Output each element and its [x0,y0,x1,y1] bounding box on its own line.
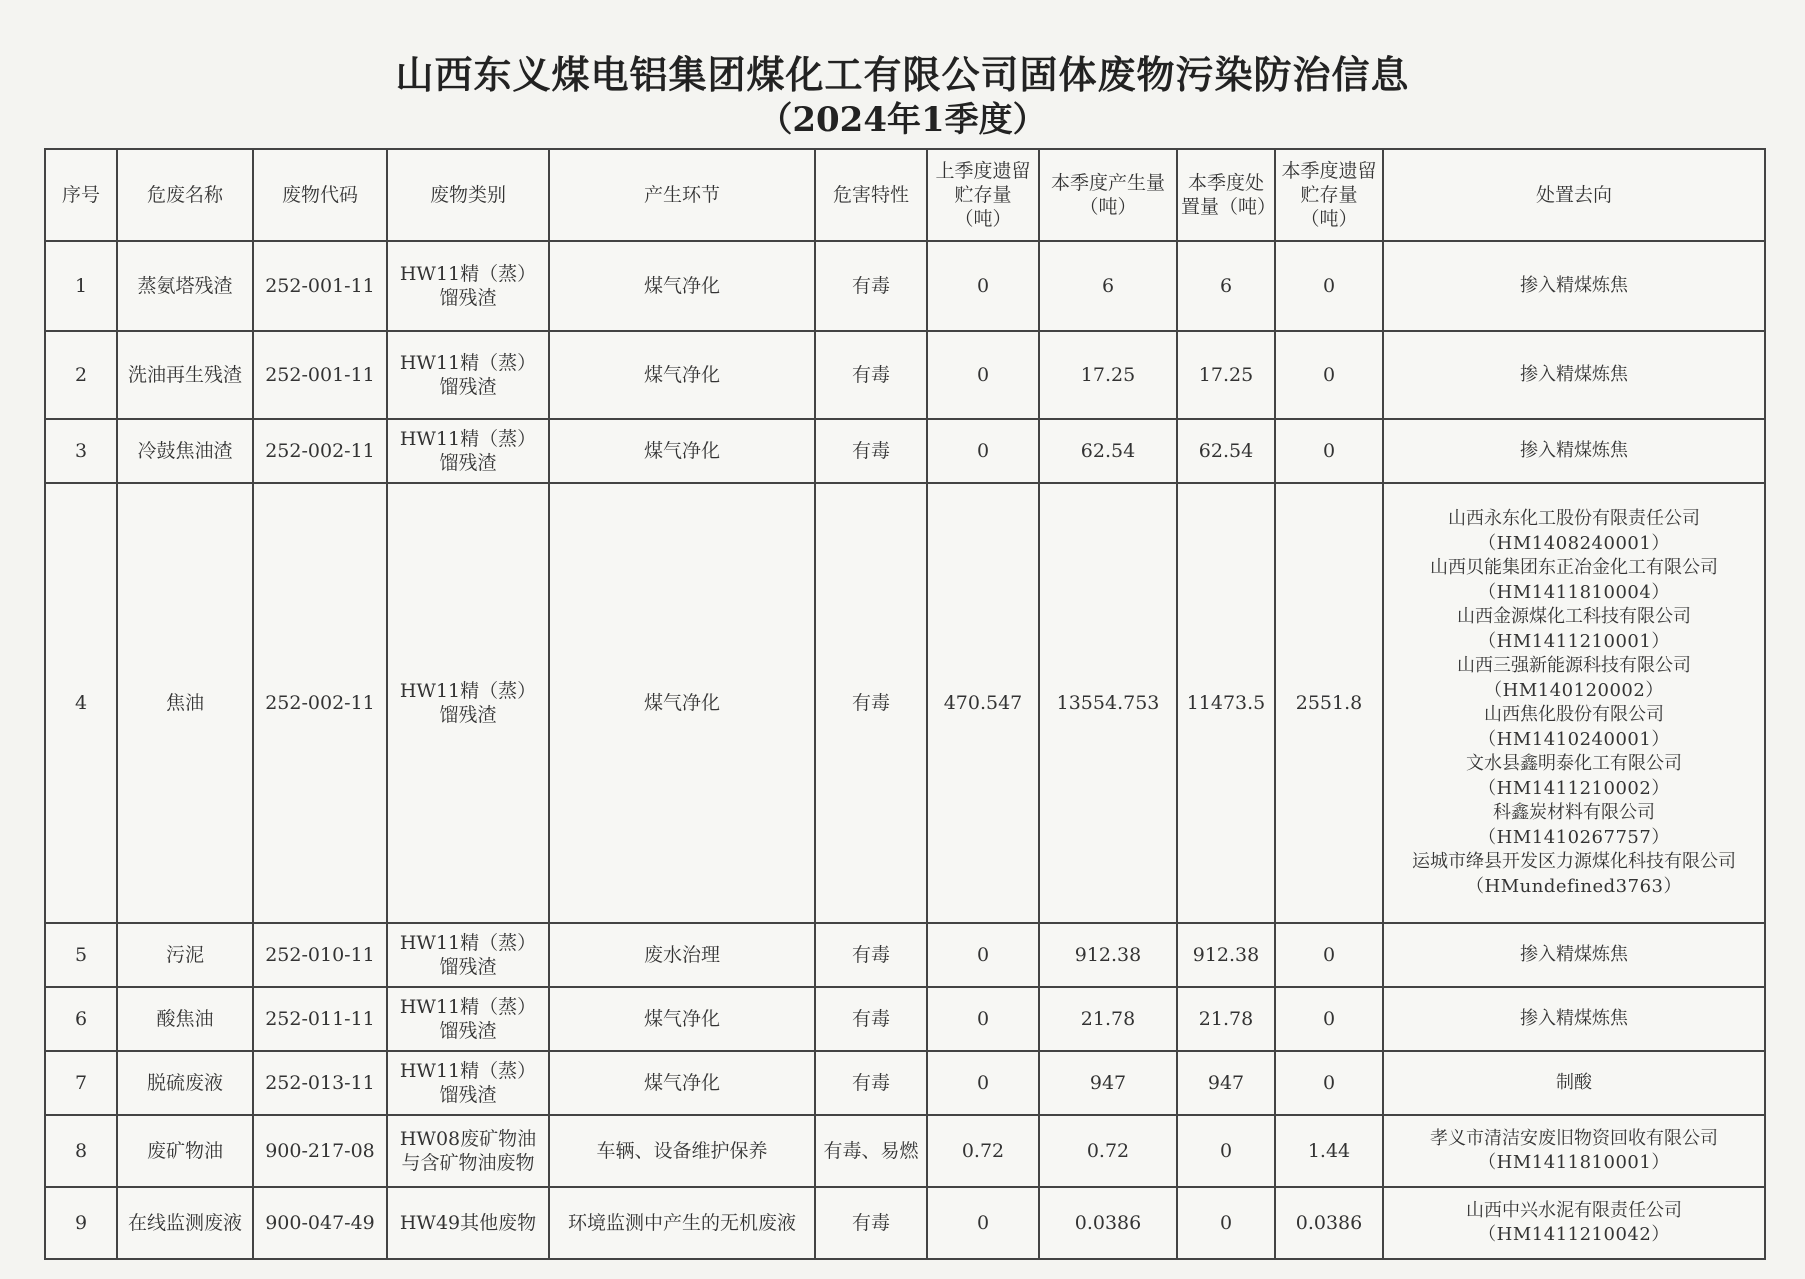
row-hazard: 有毒 [815,419,927,483]
row-category: HW11精（蒸）馏残渣 [387,923,549,987]
row-prev-storage: 470.547 [927,483,1039,923]
destination-line: 山西贝能集团东正冶金化工有限公司 [1430,557,1718,578]
row-category: HW11精（蒸）馏残渣 [387,419,549,483]
row-remaining: 0 [1275,923,1383,987]
destination-line: （HM1411810004） [1478,581,1670,603]
row-code: 900-047-49 [253,1187,387,1259]
destination-line: （HM1411810001） [1478,1152,1670,1173]
row-process: 废水治理 [549,923,815,987]
row-hazard: 有毒 [815,1051,927,1115]
destination-line: 运城市绛县开发区力源煤化科技有限公司 [1412,851,1736,872]
destination-line: （HM1410240001） [1478,728,1670,750]
row-category: HW11精（蒸）馏残渣 [387,1051,549,1115]
destination-line: （HM1411210002） [1478,777,1670,799]
row-disposed: 0 [1177,1187,1275,1259]
row-process: 煤气净化 [549,331,815,419]
row-name: 洗油再生残渣 [117,331,253,419]
row-disposed: 17.25 [1177,331,1275,419]
row-produced: 0.0386 [1039,1187,1177,1259]
destination-line: 文水县鑫明泰化工有限公司 [1466,753,1682,774]
row-name: 酸焦油 [117,987,253,1051]
destination-line: 山西中兴水泥有限责任公司 [1466,1199,1682,1221]
destination-line: 山西焦化股份有限公司 [1484,704,1664,725]
row-disposed: 21.78 [1177,987,1275,1051]
row-disposed: 947 [1177,1051,1275,1115]
row-prev-storage: 0.72 [927,1115,1039,1187]
row-remaining: 0 [1275,987,1383,1051]
row-category: HW11精（蒸）馏残渣 [387,241,549,331]
row-seq: 6 [45,987,117,1051]
row-code: 252-002-11 [253,483,387,923]
row-prev-storage: 0 [927,1051,1039,1115]
row-category: HW11精（蒸）馏残渣 [387,483,549,923]
row-destination [1383,923,1765,987]
header-prev-storage: 上季度遗留贮存量（吨） [927,149,1039,241]
row-prev-storage: 0 [927,331,1039,419]
row-category: HW08废矿物油与含矿物油废物 [387,1115,549,1187]
row-category: HW11精（蒸）馏残渣 [387,331,549,419]
row-seq: 2 [45,331,117,419]
row-name: 废矿物油 [117,1115,253,1187]
destination-line: 孝义市清洁安废旧物资回收有限公司 [1430,1127,1718,1149]
row-name: 在线监测废液 [117,1187,253,1259]
row-seq: 5 [45,923,117,987]
destination-line: 掺入精煤炼焦 [1520,943,1628,965]
row-code: 252-013-11 [253,1051,387,1115]
row-remaining: 0 [1275,241,1383,331]
row-category: HW49其他废物 [387,1187,549,1259]
header-process: 产生环节 [549,149,815,241]
row-name: 污泥 [117,923,253,987]
row-process: 煤气净化 [549,241,815,331]
row-name: 蒸氨塔残渣 [117,241,253,331]
row-destination [1383,1115,1765,1187]
header-row [45,149,1765,241]
row-category: HW11精（蒸）馏残渣 [387,987,549,1051]
table-row [45,923,1765,987]
row-destination [1383,1051,1765,1115]
row-disposed: 62.54 [1177,419,1275,483]
row-remaining: 1.44 [1275,1115,1383,1187]
table-row [45,241,1765,331]
header-name: 危废名称 [117,149,253,241]
table-row [45,483,1765,923]
header-destination: 处置去向 [1383,149,1765,241]
row-name: 焦油 [117,483,253,923]
destination-line: （HM140120002） [1484,679,1664,701]
destination-line: （HM1411210001） [1478,630,1670,652]
row-prev-storage: 0 [927,241,1039,331]
table-row [45,1187,1765,1259]
row-seq: 8 [45,1115,117,1187]
row-disposed: 11473.5 [1177,483,1275,923]
row-hazard: 有毒、易燃 [815,1115,927,1187]
destination-line: 掺入精煤炼焦 [1520,1007,1628,1029]
row-process: 煤气净化 [549,419,815,483]
row-produced: 0.72 [1039,1115,1177,1187]
row-prev-storage: 0 [927,1187,1039,1259]
row-disposed: 0 [1177,1115,1275,1187]
destination-line: 山西永东化工股份有限责任公司 [1448,508,1700,529]
row-prev-storage: 0 [927,419,1039,483]
row-remaining: 0 [1275,1051,1383,1115]
row-destination [1383,1187,1765,1259]
row-code: 252-001-11 [253,331,387,419]
destination-line: 山西金源煤化工科技有限公司 [1457,606,1691,627]
row-destination [1383,987,1765,1051]
row-hazard: 有毒 [815,1187,927,1259]
row-destination [1383,241,1765,331]
row-destination [1383,331,1765,419]
row-produced: 21.78 [1039,987,1177,1051]
header-hazard: 危害特性 [815,149,927,241]
row-code: 252-010-11 [253,923,387,987]
row-hazard: 有毒 [815,923,927,987]
row-destination [1383,419,1765,483]
destination-line: 掺入精煤炼焦 [1520,439,1628,461]
row-seq: 7 [45,1051,117,1115]
row-process: 煤气净化 [549,483,815,923]
row-process: 煤气净化 [549,1051,815,1115]
header-seq: 序号 [45,149,117,241]
row-seq: 1 [45,241,117,331]
destination-line: 科鑫炭材料有限公司 [1493,802,1655,823]
destination-line: 掺入精煤炼焦 [1520,274,1628,296]
row-hazard: 有毒 [815,483,927,923]
header-code: 废物代码 [253,149,387,241]
row-remaining: 0.0386 [1275,1187,1383,1259]
row-process: 煤气净化 [549,987,815,1051]
table-row [45,987,1765,1051]
destination-line: （HMundefined3763） [1466,875,1682,897]
row-hazard: 有毒 [815,987,927,1051]
header-disposed: 本季度处置量（吨） [1177,149,1275,241]
table-row [45,419,1765,483]
row-name: 脱硫废液 [117,1051,253,1115]
row-remaining: 2551.8 [1275,483,1383,923]
table-row [45,1051,1765,1115]
row-disposed: 6 [1177,241,1275,331]
row-produced: 17.25 [1039,331,1177,419]
row-seq: 4 [45,483,117,923]
row-process: 环境监测中产生的无机废液 [549,1187,815,1259]
row-produced: 13554.753 [1039,483,1177,923]
row-produced: 62.54 [1039,419,1177,483]
row-remaining: 0 [1275,419,1383,483]
row-process: 车辆、设备维护保养 [549,1115,815,1187]
destination-line: （HM1411210042） [1478,1224,1670,1245]
destination-line: 制酸 [1556,1071,1592,1093]
row-code: 252-011-11 [253,987,387,1051]
row-produced: 912.38 [1039,923,1177,987]
row-produced: 6 [1039,241,1177,331]
destination-line: （HM1408240001） [1478,532,1670,554]
waste-table [44,148,1766,1260]
row-code: 252-002-11 [253,419,387,483]
row-seq: 9 [45,1187,117,1259]
row-disposed: 912.38 [1177,923,1275,987]
row-prev-storage: 0 [927,987,1039,1051]
row-remaining: 0 [1275,331,1383,419]
row-prev-storage: 0 [927,923,1039,987]
page-title: 山西东义煤电铝集团煤化工有限公司固体废物污染防治信息 [395,53,1410,97]
table-row [45,1115,1765,1187]
table-row [45,331,1765,419]
row-produced: 947 [1039,1051,1177,1115]
header-produced: 本季度产生量（吨） [1039,149,1177,241]
header-remaining: 本季度遗留贮存量（吨） [1275,149,1383,241]
row-hazard: 有毒 [815,331,927,419]
page-subtitle: （2024年1季度） [758,100,1047,140]
row-seq: 3 [45,419,117,483]
row-code: 252-001-11 [253,241,387,331]
header-category: 废物类别 [387,149,549,241]
row-hazard: 有毒 [815,241,927,331]
destination-line: （HM1410267757） [1478,826,1670,848]
destination-line: 山西三强新能源科技有限公司 [1457,655,1691,676]
row-name: 冷鼓焦油渣 [117,419,253,483]
destination-line: 掺入精煤炼焦 [1520,363,1628,385]
row-destination [1383,483,1765,923]
row-code: 900-217-08 [253,1115,387,1187]
